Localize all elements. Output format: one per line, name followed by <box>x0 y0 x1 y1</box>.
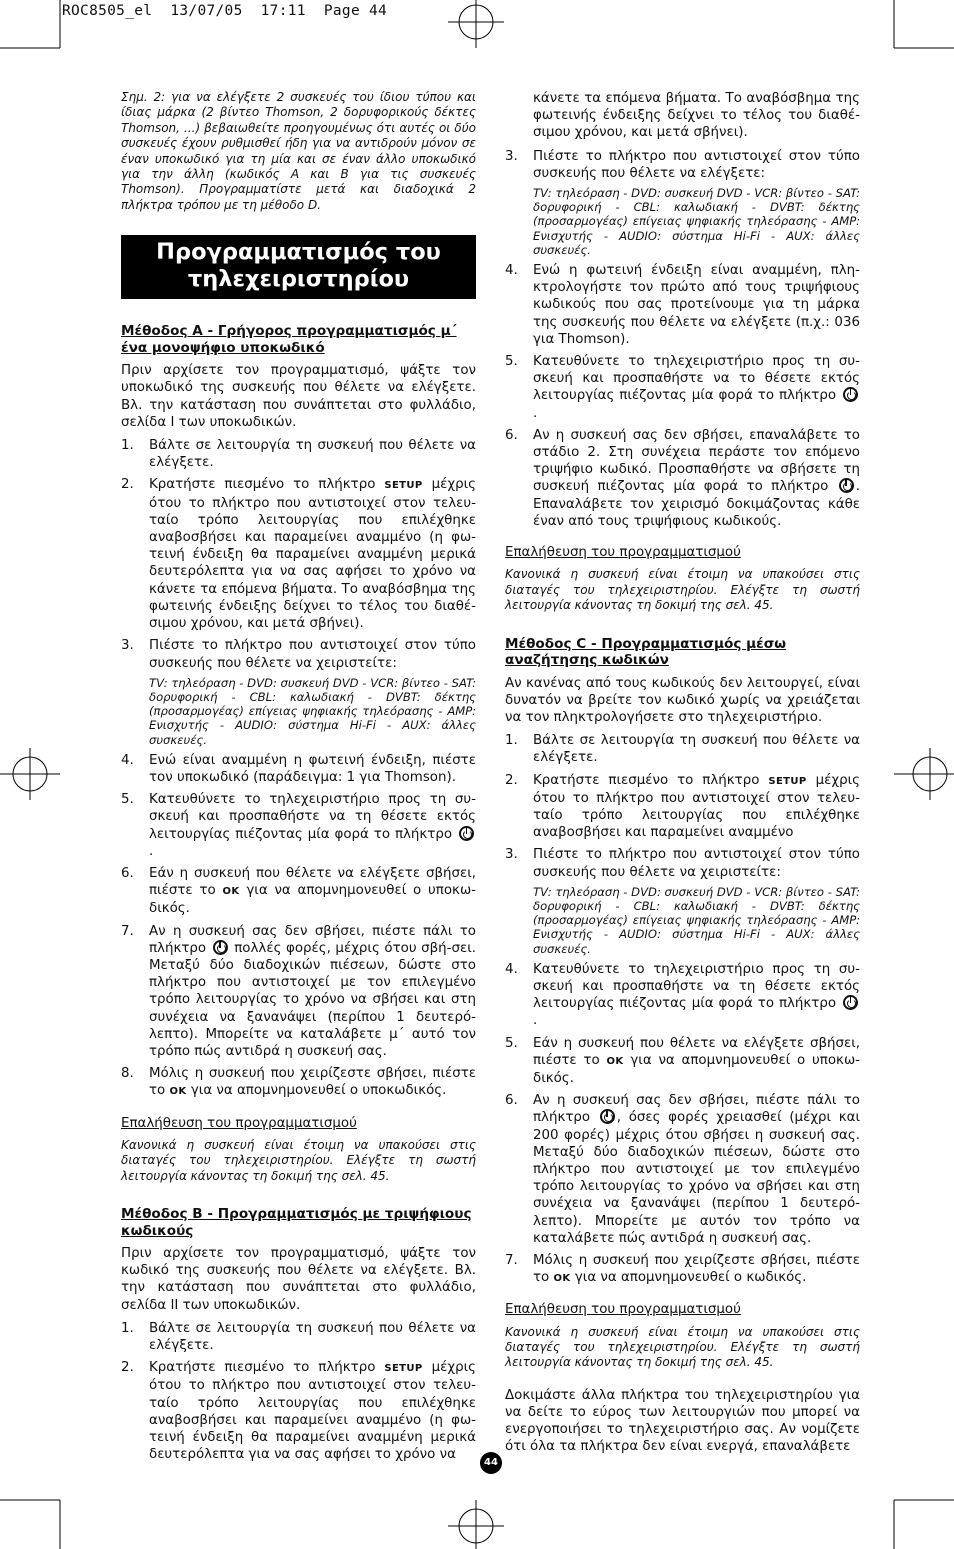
method-b-step2-continued: κάνετε τα επόμενα βήματα. Το αναβόσβημα της φωτεινής ένδειξης δείχνει το τέλος του διαθέ-σιμου χρόνου, και μετά σβήνει). <box>533 91 860 141</box>
method-c-heading: Μέθοδος C - Προγραμματισμός μέσω αναζήτησης κωδικών <box>505 635 787 668</box>
method-a-heading: Μέθοδος A - Γρήγορος προγραμματισμός μ΄ ένα μονοψήφιο υποκωδικό <box>121 323 457 356</box>
list-item: 2. Κρατήστε πιεσμένο το πλήκτρο SETUP μέχρις ότου το πλήκτρο που αντιστοιχεί στον τελευ-ταίο τρόπο λειτουργίας που επιλέχθηκε αναβοσβήσει και παραμείνει αναμμένο (η φω-τεινή ένδειξη θα παραμείνει αναμμένη μερικά δευτερόλεπτα για να σας αφήσει το χρόνο να <box>121 1360 476 1463</box>
list-item: 8. Μόλις η συσκευή που χειρίζεστε σβήσει, πιέστε το OK για να απομνημονευθεί ο υποκωδικός. <box>121 1066 476 1099</box>
list-item: 1. Βάλτε σε λειτουργία τη συσκευή που θέλετε να ελέγξετε. <box>505 733 860 766</box>
power-icon <box>600 1109 615 1124</box>
ok-key-label: OK <box>222 886 240 898</box>
list-item: 3. Πιέστε το πλήκτρο που αντιστοιχεί στον τύπο συσκευής που θέλετε να χειριστείτε: TV: τηλεόραση - DVD: συσκευή DVD - VCR: βίντεο - SAT: δορυφορική - CBL: καλωδιακή - DVBT: δέκτης (προσαρμογέας) επίγειας ψηφιακής τηλεόρασης - AMP: Ενισχυτής - AUDIO: σύστημα Hi-Fi - AUX: άλλες συσκευές. <box>505 847 860 956</box>
registration-mark-icon <box>448 0 504 48</box>
method-b-steps-continued <box>505 148 860 530</box>
list-item: 5. Κατευθύνετε το τηλεχειριστήριο προς τη συ-σκευή και προσπαθήστε να τη θέσετε εκτός λειτουργίας πιέζοντας μία φορά το πλήκτρο . <box>121 792 476 859</box>
method-b-heading: Μέθοδος B - Προγραμματισμός με τριψήφιους κωδικούς <box>121 1206 472 1239</box>
method-a-intro: Πριν αρχίσετε τον προγραμματισμό, ψάξτε τον υποκωδικό της συσκευής που θέλετε να ελέγξετε. Βλ. την κατάσταση που συνάπτεται στο φυλλάδιο, σελίδα I των υποκωδικών. <box>121 363 476 430</box>
ok-key-label: OK <box>553 1273 571 1285</box>
power-icon <box>843 995 858 1010</box>
list-item: 6. Αν η συσκευή σας δεν σβήσει, πιέστε πάλι το πλήκτρο , όσες φορές χρειασθεί (μέχρι και 200 φορές) μέχρις ότου σβήσει η συσκευή σας. Μεταξύ δύο διαδοχικών πιέσεων, δώστε στο πλήκτρο που αντιστοιχεί με τον επιλεγμένο τρόπο λειτουργίας το χρόνο να σβήσει και στη συνέχεια να ξανανάψει (περίπου 1 δευτερό-λεπτο). Μπορείτε με αυτόν τον τρόπο να καταλάβετε πώς αντιδρά η συσκευή σας. <box>505 1093 860 1246</box>
setup-key-label: SETUP <box>384 1363 423 1375</box>
power-icon <box>459 826 474 841</box>
power-icon <box>839 478 854 493</box>
method-b-steps <box>121 1320 476 1464</box>
device-types-legend: TV: τηλεόραση - DVD: συσκευή DVD - VCR: βίντεο - SAT: δορυφορική - CBL: καλωδιακή - DVBT: δέκτης (προσαρμογέας) επίγειας ψηφιακής τηλεόρασης - AMP: Ενισχυτής - AUDIO: σύστημα Hi-Fi - AUX: άλλες συσκευές. <box>533 884 860 956</box>
list-item: 3. Πιέστε το πλήκτρο που αντιστοιχεί στον τύπο συσκευής που θέλετε να ελέγξετε: TV: τηλεόραση - DVD: συσκευή DVD - VCR: βίντεο - SAT: δορυφορική - CBL: καλωδιακή - DVBT: δέκτης (προσαρμογέας) επίγειας ψηφιακής τηλεόρασης - AMP: Ενισχυτής - AUDIO: σύστημα Hi-Fi - AUX: άλλες συσκευές. <box>505 148 860 257</box>
setup-key-label: SETUP <box>384 480 423 492</box>
power-icon <box>213 940 228 955</box>
list-item: 5. Εάν η συσκευή που θέλετε να ελέγξετε σβήσει, πιέστε το OK για να απομνημονευθεί ο υποκω-δικός. <box>505 1035 860 1086</box>
setup-key-label: SETUP <box>768 775 807 787</box>
device-types-legend: TV: τηλεόραση - DVD: συσκευή DVD - VCR: βίντεο - SAT: δορυφορική - CBL: καλωδιακή - DVBT: δέκτης (προσαρμογέας) επίγειας ψηφιακής τηλεόρασης - AMP: Ενισχυτής - AUDIO: σύστημα Hi-Fi - AUX: άλλες συσκευές. <box>533 186 860 257</box>
method-a-steps <box>121 437 476 1101</box>
list-item: 3. Πιέστε το πλήκτρο που αντιστοιχεί στον τύπο συσκευής που θέλετε να χειριστείτε: TV: τηλεόραση - DVD: συσκευή DVD - VCR: βίντεο - SAT: δορυφορική - CBL: καλωδιακή - DVBT: δέκτης (προσαρμογέας) επίγειας ψηφιακής τηλεόρασης - AMP: Ενισχυτής - AUDIO: σύστημα Hi-Fi - AUX: άλλες συσκευές. <box>121 638 476 747</box>
ok-key-label: OK <box>606 1055 624 1067</box>
list-item: 6. Αν η συσκευή σας δεν σβήσει, επαναλάβετε το στάδιο 2. Στη συνέχεια περάστε τον επόμενο τριψήφιο κωδικό. Προσπαθήστε να σβήσετε τη συσκευή πιέζοντας μία φορά το πλήκτρο . Επαναλάβετε τον χειρισμό δοκιμάζοντας κάθε έναν από τους τριψήφιους κωδικούς. <box>505 427 860 529</box>
registration-mark-icon <box>448 1500 504 1549</box>
list-item: 4. Ενώ είναι αναμμένη η φωτεινή ένδειξη, πιέστε τον υποκωδικό (παράδειγμα: 1 για Thomson). <box>121 752 476 785</box>
list-item: 2. Κρατήστε πιεσμένο το πλήκτρο SETUP μέχρις ότου το πλήκτρο που αντιστοιχεί στον τελευ-ταίο τρόπο λειτουργίας που επιλέχθηκε αναβοσβήσει και παραμείνει αναμμένο (η φω-τεινή ένδειξη θα παραμείνει αναμμένη μερικά δευτερόλεπτα για να σας αφήσει το χρόνο να κάνετε τα επόμενα βήματα. Το αναβόσβημα της φωτεινής ένδειξης δείχνει το τέλος του διαθέ-σιμου χρόνου, και μετά σβήνει). <box>121 477 476 632</box>
list-item: 5. Κατευθύνετε το τηλεχειριστήριο προς τη συ-σκευή και προσπαθήστε να το θέσετε εκτός λειτουργίας πιέζοντας μία φορά το πλήκτρο . <box>505 354 860 421</box>
method-b-intro: Πριν αρχίσετε τον προγραμματισμό, ψάξτε τον κωδικό της συσκευής που θέλετε να ελέγξετε. Βλ. την κατάσταση που συνάπτεται στο φυλλάδιο, σελίδα II των υποκωδικών. <box>121 1246 476 1313</box>
list-item: 4. Ενώ η φωτεινή ένδειξη είναι αναμμένη, πλη-κτρολογήστε τον πρώτο από τους τριψήφιους κωδικούς που σας προτείνουμε για τη μάρκα της συσκευής που θέλετε να ελέγξετε (π.χ.: 036 για Thomson). <box>505 263 860 347</box>
verify-note: Κανονικά η συσκευή είναι έτοιμη να υπακούσει στις διαταγές του τηλεχειριστηρίου. Ελέγξτε τη σωστή λειτουργία κάνοντας τη δοκιμή της σελ. 45. <box>505 567 860 613</box>
list-item: 2. Κρατήστε πιεσμένο το πλήκτρο SETUP μέχρις ότου το πλήκτρο που αντιστοιχεί στον τελευ-ταίο τρόπο λειτουργίας που επιλέχθηκε αναβοσβήσει και παραμείνει αναμμένο <box>505 772 860 841</box>
list-item: 4. Κατευθύνετε το τηλεχειριστήριο προς τη συ-σκευή και προσπαθήστε να τη θέσετε εκτός λειτουργίας πιέζοντας μία φορά το πλήκτρο . <box>505 961 860 1029</box>
verify-heading: Επαλήθευση του προγραμματισμού <box>505 545 741 561</box>
ok-key-label: OK <box>169 1086 187 1098</box>
power-icon <box>843 387 858 402</box>
verify-heading: Επαλήθευση του προγραμματισμού <box>505 1302 741 1318</box>
verify-note: Κανονικά η συσκευή είναι έτοιμη να υπακούσει στις διαταγές του τηλεχειριστηρίου. Ελέγξτε τη σωστή λειτουργία κάνοντας τη δοκιμή της σελ. 45. <box>505 1324 860 1370</box>
note-2: Σημ. 2: για να ελέγξετε 2 συσκευές του ίδιου τύπου και ίδιας μάρκα (2 βίντεο Thomson, 2 δορυφορικούς δέκτες Thomson, ...) βεβαιωθείτε προηγουμένως ότι αυτές οι δύο συσκευές έχουν ρυθμισθεί ήδη για να αντιδρούν μόνον σε έναν υποκωδικό για τη μία και σε έναν άλλο υποκωδικό για την άλλη (κωδικός A και B για τις συσκευές Thomson). Προγραμματίστε μετά και διαδοχικά 2 πλήκτρα τρόπου με τη μέθοδο D. <box>121 90 476 212</box>
page-title: Προγραμματισμός του τηλεχειριστηρίου <box>121 235 476 299</box>
verify-heading: Επαλήθευση του προγραμματισμού <box>121 1115 357 1131</box>
device-types-legend: TV: τηλεόραση - DVD: συσκευή DVD - VCR: βίντεο - SAT: δορυφορική - CBL: καλωδιακή - DVBT: δέκτης (προσαρμογέας) επίγειας ψηφιακής τηλεόρασης - AMP: Ενισχυτής - AUDIO: σύστημα Hi-Fi - AUX: άλλες συσκευές. <box>149 675 476 747</box>
right-column <box>505 90 860 1462</box>
page-number: 44 <box>480 1452 502 1474</box>
list-item: 6. Εάν η συσκευή που θέλετε να ελέγξετε σβήσει, πιέστε το OK για να απομνημονευθεί ο υποκω-δικός. <box>121 865 476 917</box>
list-item: 7. Μόλις η συσκευή που χειρίζεστε σβήσει, πιέστε το OK για να απομνημονευθεί ο κωδικός. <box>505 1253 860 1286</box>
print-header: ROC8505_el 13/07/05 17:11 Page 44 <box>62 3 388 19</box>
closing-paragraph: Δοκιμάστε άλλα πλήκτρα του τηλεχειριστηρίου για να δείτε το εύρος των λειτουργιών που μπορεί να ενεργοποιήσει το τηλεχειριστήριο σας. Αν νομίζετε ότι όλα τα πλήκτρα δεν είναι ενεργά, επαναλάβετε <box>505 1387 860 1455</box>
list-item: 1. Βάλτε σε λειτουργία τη συσκευή που θέλετε να ελέγξετε. <box>121 1320 476 1354</box>
method-c-steps <box>505 732 860 1287</box>
list-item: 7. Αν η συσκευή σας δεν σβήσει, πιέστε πάλι το πλήκτρο πολλές φορές, μέχρις ότου σβή-σει. Μεταξύ δύο διαδοχικών πιέσεων, δώστε στο πλήκτρο που αντιστοιχεί με τον επιλεγμένο τρόπο λειτουργίας το χρόνο να σβήσει και στη συνέχεια να ξανανάψει (περίπου 1 δευτερό-λεπτο). Μπορείτε να καταλάβετε μ΄ αυτό τον τρόπο πώς αντιδρά η συσκευή σας. <box>121 923 476 1059</box>
method-c-intro: Αν κανένας από τους κωδικούς δεν λειτουργεί, είναι δυνατόν να βρείτε τον κωδικό χωρίς να χρειάζεται να τον πληκτρολογήσετε στο τηλεχειριστήριο. <box>505 675 860 725</box>
left-column <box>121 90 476 1471</box>
registration-mark-icon <box>0 748 60 800</box>
verify-note: Κανονικά η συσκευή είναι έτοιμη να υπακούσει στις διαταγές του τηλεχειριστηρίου. Ελέγξτε τη σωστή λειτουργία κάνοντας τη δοκιμή της σελ. 45. <box>121 1137 476 1183</box>
list-item: 1. Βάλτε σε λειτουργία τη συσκευή που θέλετε να ελέγξετε. <box>121 438 476 471</box>
registration-mark-icon <box>894 748 954 800</box>
